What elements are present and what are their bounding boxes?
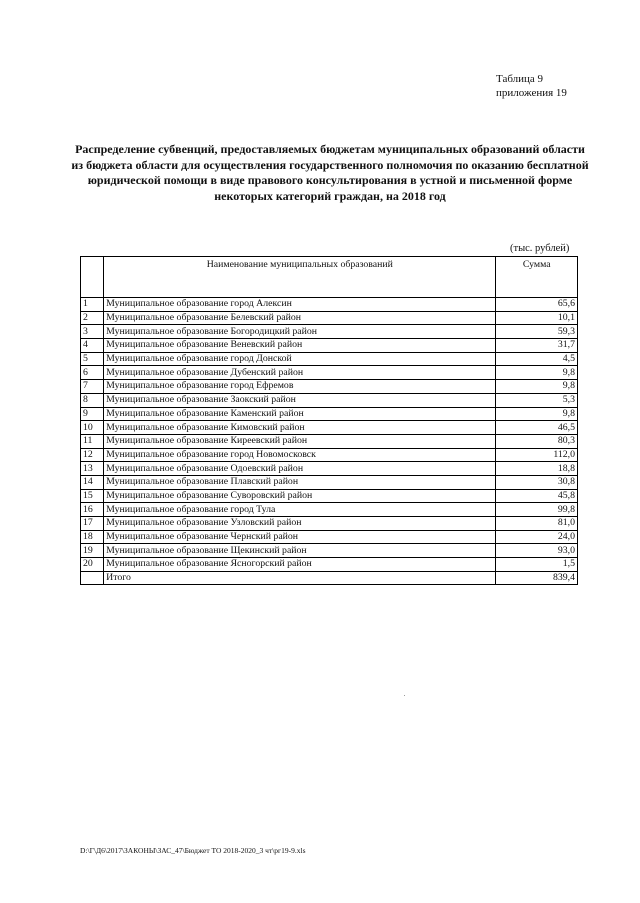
table-row xyxy=(81,434,578,448)
subvention-sum: 18,8 xyxy=(496,462,578,476)
total-sum: 839,4 xyxy=(496,571,578,585)
municipality-name: Муниципальное образование город Донской xyxy=(104,352,496,366)
units-label: (тыс. рублей) xyxy=(510,243,570,254)
table-row xyxy=(81,489,578,503)
subvention-sum: 10,1 xyxy=(496,311,578,325)
document-title: Распределение субвенций, предоставляемых бюджетам муниципальных образований области из бюджета области для осуществления государственного полномочия по оказанию бесплатной юридической помощи в виде правового консультирования в устной и письменной форме некоторых категорий граждан, на 2018 год xyxy=(71,142,589,203)
row-number: 12 xyxy=(81,448,104,462)
municipality-name: Муниципальное образование Веневский район xyxy=(104,339,496,353)
municipality-name: Муниципальное образование город Ефремов xyxy=(104,380,496,394)
header-number-cell xyxy=(81,257,104,298)
table-row xyxy=(81,558,578,572)
municipality-name: Муниципальное образование Ясногорский район xyxy=(104,558,496,572)
row-number: 16 xyxy=(81,503,104,517)
table-row xyxy=(81,503,578,517)
subvention-sum: 24,0 xyxy=(496,530,578,544)
municipality-name: Муниципальное образование город Алексин xyxy=(104,298,496,312)
table-row xyxy=(81,325,578,339)
table-row xyxy=(81,462,578,476)
subvention-sum: 93,0 xyxy=(496,544,578,558)
table-row xyxy=(81,393,578,407)
scan-speck xyxy=(404,695,405,696)
subvention-sum: 9,8 xyxy=(496,407,578,421)
subvention-sum: 80,3 xyxy=(496,434,578,448)
municipality-name: Муниципальное образование Щекинский район xyxy=(104,544,496,558)
municipality-name: Муниципальное образование Дубенский район xyxy=(104,366,496,380)
municipality-name: Муниципальное образование Одоевский район xyxy=(104,462,496,476)
municipality-name: Муниципальное образование Узловский район xyxy=(104,517,496,531)
row-number: 3 xyxy=(81,325,104,339)
row-number: 15 xyxy=(81,489,104,503)
municipality-name: Муниципальное образование Богородицкий район xyxy=(104,325,496,339)
row-number: 5 xyxy=(81,352,104,366)
table-row xyxy=(81,366,578,380)
subvention-sum: 5,3 xyxy=(496,393,578,407)
subvention-sum: 9,8 xyxy=(496,380,578,394)
subvention-sum: 46,5 xyxy=(496,421,578,435)
table-row xyxy=(81,339,578,353)
municipality-name: Муниципальное образование Кимовский район xyxy=(104,421,496,435)
table-row xyxy=(81,530,578,544)
table-row xyxy=(81,517,578,531)
table-row xyxy=(81,475,578,489)
row-number: 8 xyxy=(81,393,104,407)
row-number: 2 xyxy=(81,311,104,325)
municipality-name: Муниципальное образование город Тула xyxy=(104,503,496,517)
row-number: 9 xyxy=(81,407,104,421)
row-number: 4 xyxy=(81,339,104,353)
subvention-sum: 31,7 xyxy=(496,339,578,353)
total-label: Итого xyxy=(104,571,496,585)
row-number: 6 xyxy=(81,366,104,380)
table-number: Таблица 9 xyxy=(496,73,544,85)
table-row xyxy=(81,311,578,325)
municipality-name: Муниципальное образование Каменский район xyxy=(104,407,496,421)
table-row xyxy=(81,544,578,558)
subvention-sum: 99,8 xyxy=(496,503,578,517)
table-header-row xyxy=(81,257,578,298)
row-number: 13 xyxy=(81,462,104,476)
total-number-cell xyxy=(81,571,104,585)
subvention-sum: 4,5 xyxy=(496,352,578,366)
municipality-name: Муниципальное образование Суворовский район xyxy=(104,489,496,503)
file-path-footer: D:\Г\Д6\2017\ЗАКОНЫ\ЗАС_47\Бюджет ТО 2018-2020_3 чт\рг19-9.xls xyxy=(80,846,306,855)
municipality-name: Муниципальное образование Белевский район xyxy=(104,311,496,325)
table-row xyxy=(81,448,578,462)
municipality-name: Муниципальное образование Плавский район xyxy=(104,475,496,489)
subvention-table xyxy=(80,256,578,585)
municipality-name: Муниципальное образование Чернский район xyxy=(104,530,496,544)
subvention-sum: 30,8 xyxy=(496,475,578,489)
row-number: 14 xyxy=(81,475,104,489)
table-row xyxy=(81,298,578,312)
table-body xyxy=(81,298,578,572)
subvention-sum: 81,0 xyxy=(496,517,578,531)
appendix-number: приложения 19 xyxy=(496,87,567,99)
row-number: 19 xyxy=(81,544,104,558)
subvention-sum: 9,8 xyxy=(496,366,578,380)
table-reference xyxy=(496,72,567,100)
subvention-sum: 65,6 xyxy=(496,298,578,312)
subvention-sum: 1,5 xyxy=(496,558,578,572)
row-number: 18 xyxy=(81,530,104,544)
table-row xyxy=(81,352,578,366)
table-row xyxy=(81,407,578,421)
subvention-sum: 59,3 xyxy=(496,325,578,339)
total-row xyxy=(81,571,578,585)
row-number: 1 xyxy=(81,298,104,312)
row-number: 17 xyxy=(81,517,104,531)
table-row xyxy=(81,421,578,435)
municipality-name: Муниципальное образование город Новомосковск xyxy=(104,448,496,462)
row-number: 11 xyxy=(81,434,104,448)
header-name-cell: Наименование муниципальных образований xyxy=(104,257,496,298)
row-number: 20 xyxy=(81,558,104,572)
table-row xyxy=(81,380,578,394)
row-number: 7 xyxy=(81,380,104,394)
municipality-name: Муниципальное образование Киреевский район xyxy=(104,434,496,448)
row-number: 10 xyxy=(81,421,104,435)
subvention-sum: 45,8 xyxy=(496,489,578,503)
subvention-sum: 112,0 xyxy=(496,448,578,462)
municipality-name: Муниципальное образование Заокский район xyxy=(104,393,496,407)
header-sum-cell: Сумма xyxy=(496,257,578,298)
